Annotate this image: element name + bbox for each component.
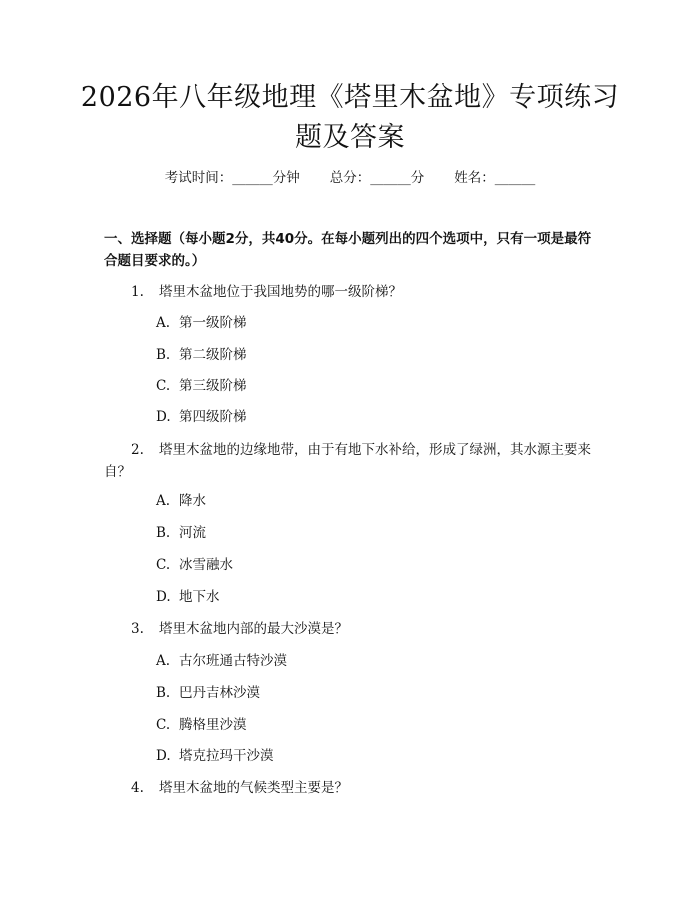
exam-meta [0, 168, 700, 188]
question-number: 1. [131, 284, 144, 300]
option-letter: A. [156, 315, 171, 331]
question-2-option-b [156, 523, 556, 543]
question-text: 塔里木盆地位于我国地势的哪一级阶梯？ [159, 284, 402, 300]
question-3-option-a [156, 651, 556, 671]
option-text: 第二级阶梯 [179, 347, 247, 363]
question-2-option-a [156, 491, 556, 511]
option-letter: C. [156, 717, 171, 733]
option-text: 冰雪融水 [179, 557, 233, 573]
question-text: 塔里木盆地的边缘地带，由于有地下水补给，形成了绿洲，其水源主要来自？ [104, 442, 591, 480]
page-title: 2026年八年级地理《塔里木盆地》专项练习题及答案 [80, 82, 620, 153]
question-text: 塔里木盆地的气候类型主要是？ [159, 780, 348, 796]
question-2 [104, 439, 604, 483]
option-letter: A. [156, 653, 171, 669]
option-text: 地下水 [179, 589, 220, 605]
question-1 [104, 281, 604, 303]
question-4 [104, 777, 604, 799]
question-number: 3. [131, 621, 144, 637]
total-score-field: 总分：______分 [329, 170, 425, 186]
option-letter: C. [156, 557, 171, 573]
option-text: 第四级阶梯 [179, 409, 247, 425]
option-text: 第一级阶梯 [179, 315, 247, 331]
option-text: 第三级阶梯 [179, 378, 247, 394]
option-letter: B. [156, 347, 171, 363]
option-letter: C. [156, 378, 171, 394]
question-1-option-d [156, 407, 556, 427]
exam-time-field: 考试时间：______分钟 [164, 170, 300, 186]
question-2-option-d [156, 587, 556, 607]
option-letter: D. [156, 409, 171, 425]
option-letter: B. [156, 685, 171, 701]
option-text: 巴丹吉林沙漠 [179, 685, 260, 701]
question-1-option-c [156, 376, 556, 396]
option-text: 河流 [179, 525, 206, 541]
option-letter: D. [156, 748, 171, 764]
option-letter: A. [156, 493, 171, 509]
option-text: 古尔班通古特沙漠 [179, 653, 287, 669]
option-letter: B. [156, 525, 171, 541]
student-name-field: 姓名：______ [454, 170, 536, 186]
option-text: 降水 [179, 493, 206, 509]
question-1-option-b [156, 345, 556, 365]
question-3-option-b [156, 683, 556, 703]
option-letter: D. [156, 589, 171, 605]
question-number: 2. [131, 442, 144, 458]
question-2-option-c [156, 555, 556, 575]
question-1-option-a [156, 313, 556, 333]
section-heading: 一、选择题（每小题2分，共40分。在每小题列出的四个选项中，只有一项是最符合题目要求的。） [104, 231, 592, 269]
question-3-option-c [156, 715, 556, 735]
question-text: 塔里木盆地内部的最大沙漠是？ [159, 621, 348, 637]
option-text: 塔克拉玛干沙漠 [179, 748, 274, 764]
option-text: 腾格里沙漠 [179, 717, 247, 733]
question-3-option-d [156, 746, 556, 766]
question-number: 4. [131, 780, 144, 796]
question-3 [104, 618, 604, 640]
